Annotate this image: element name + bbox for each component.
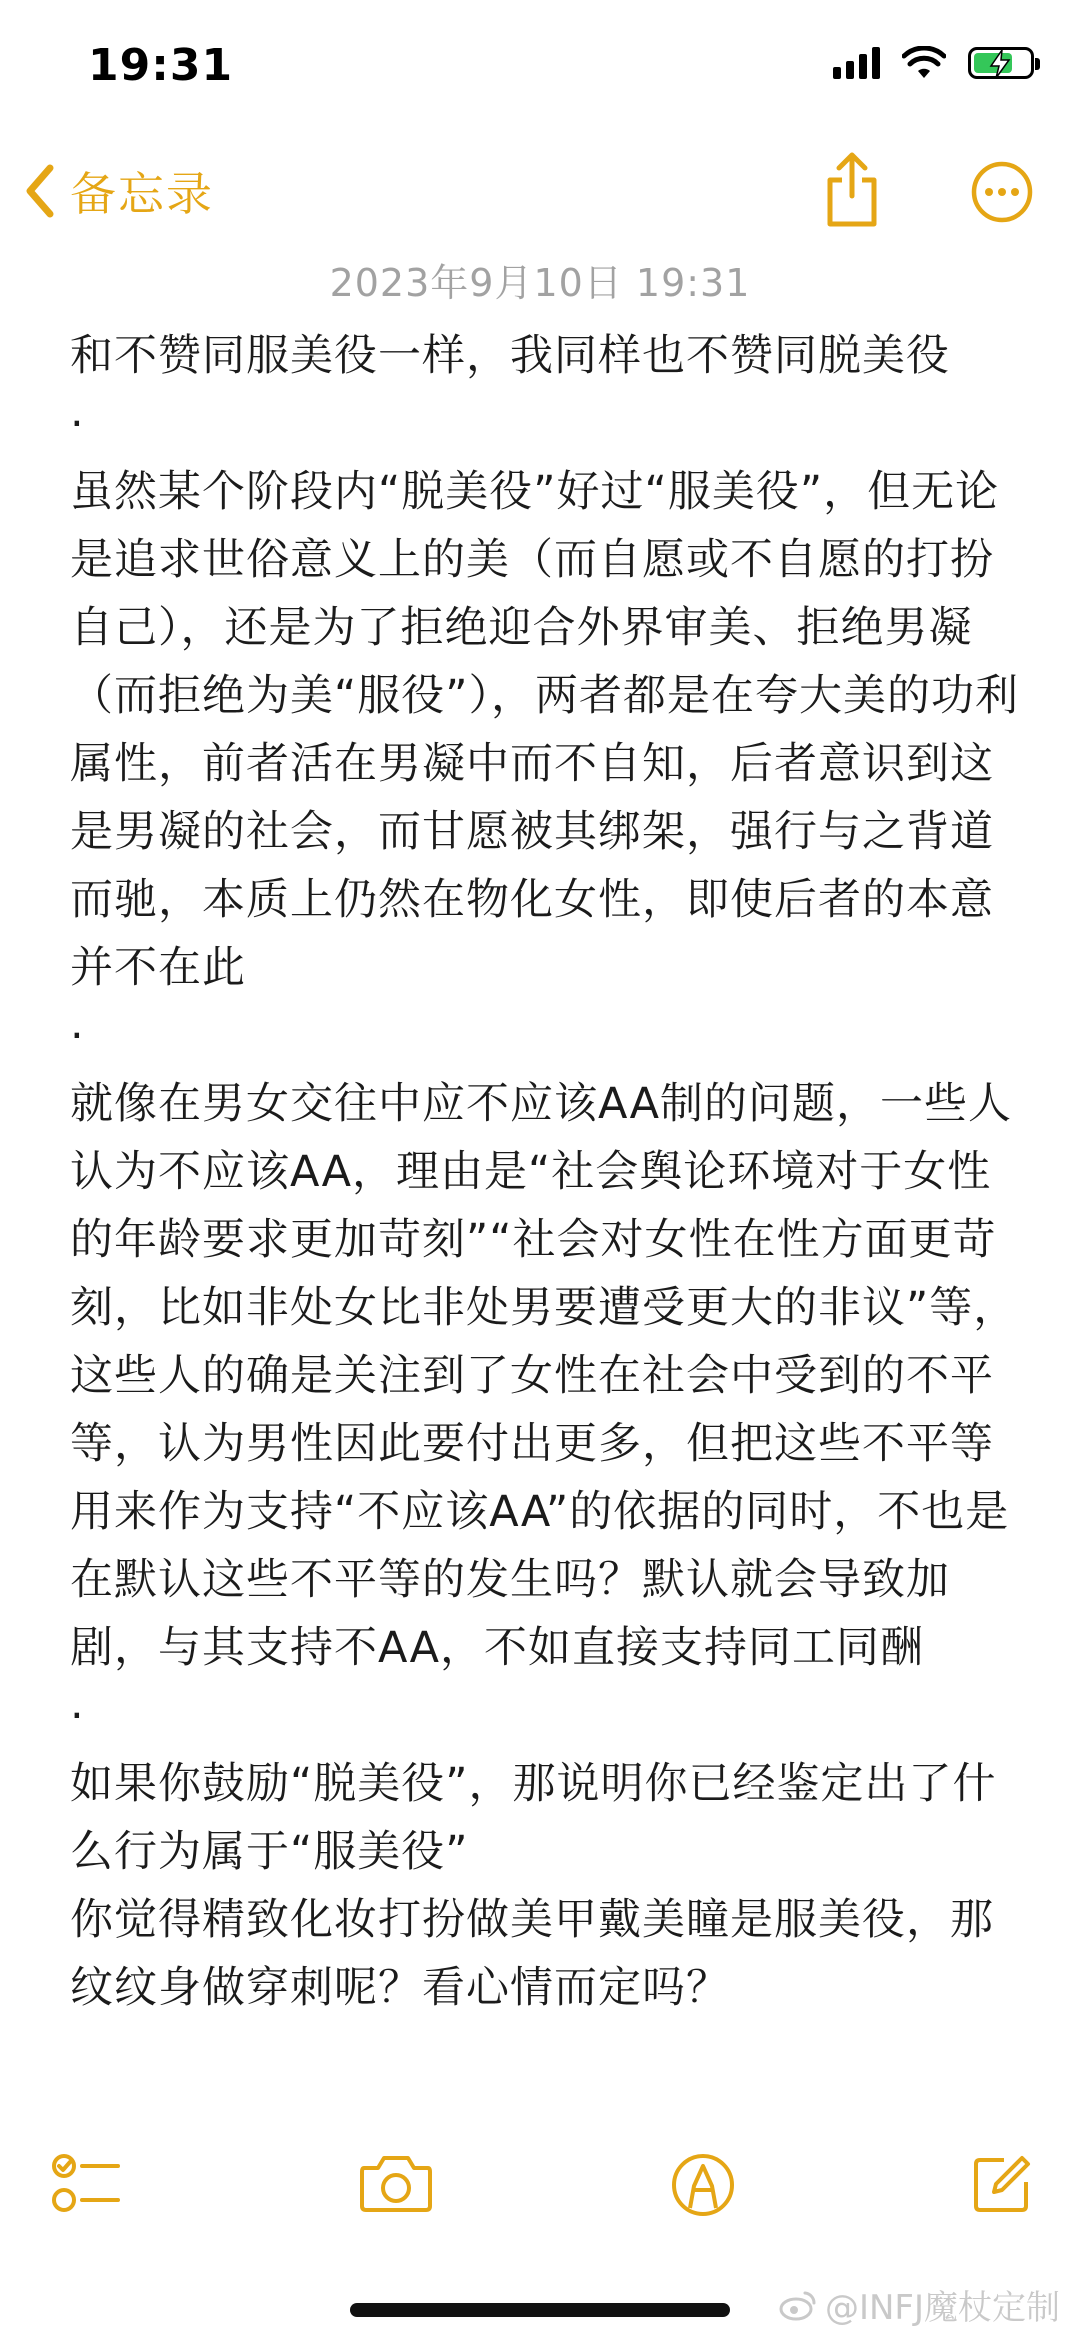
watermark (779, 2280, 1060, 2329)
compose-button[interactable] (970, 2152, 1034, 2220)
status-icons (833, 46, 1034, 80)
markup-button[interactable] (670, 2152, 736, 2222)
more-options-button[interactable] (970, 160, 1034, 224)
ellipsis-circle-icon (970, 160, 1034, 224)
navigation-bar (0, 150, 1080, 250)
watermark-text: @INFJ魔杖定制 (824, 2288, 1060, 2328)
checklist-icon (50, 2152, 122, 2216)
share-button[interactable] (822, 150, 882, 230)
back-button[interactable] (22, 158, 214, 224)
note-separator: · (70, 1691, 85, 1741)
note-paragraph: 你觉得精致化妆打扮做美甲戴美瞳是服美役，那纹纹身做穿刺呢？看心情而定吗？ (70, 1895, 994, 2013)
camera-icon (358, 2152, 434, 2214)
camera-button[interactable] (358, 2152, 434, 2218)
chevron-left-icon (22, 162, 56, 220)
weibo-logo-icon (779, 2289, 817, 2321)
back-label: 备忘录 (70, 167, 214, 221)
share-icon (822, 150, 882, 230)
bottom-toolbar (0, 2120, 1080, 2250)
markup-pen-icon (670, 2152, 736, 2218)
status-bar (0, 0, 1080, 140)
note-paragraph: 就像在男女交往中应不应该AA制的问题，一些人认为不应该AA，理由是“社会舆论环境对于女性的年龄要求更加苛刻”“社会对女性在性方面更苛刻，比如非处女比非处男要遭受更大的非议”等，这些人的确是关注到了女性在社会中受到的不平等，认为男性因此要付出更多，但把这些不平等用来作为支持“不应该AA”的依据的同时，不也是在默认这些不平等的发生吗？默认就会导致加剧，与其支持不AA，不如直接支持同工同酬 (70, 1079, 1018, 1673)
note-paragraph: 虽然某个阶段内“脱美役”好过“服美役”，但无论是追求世俗意义上的美（而自愿或不自愿的打扮自己），还是为了拒绝迎合外界审美、拒绝男凝（而拒绝为美“服役”），两者都是在夸大美的功利属性，前者活在男凝中而不自知，后者意识到这是男凝的社会，而甘愿被其绑架，强行与之背道而驰，本质上仍然在物化女性，即使后者的本意并不在此 (70, 467, 1020, 993)
note-paragraph: 和不赞同服美役一样，我同样也不赞同脱美役 (70, 331, 950, 381)
status-time: 19:31 (88, 40, 234, 91)
wifi-icon (902, 46, 946, 80)
compose-icon (970, 2152, 1034, 2216)
home-indicator[interactable] (350, 2303, 730, 2317)
note-separator: · (70, 399, 85, 449)
note-body[interactable] (70, 322, 1030, 2102)
cellular-signal-icon (833, 47, 880, 79)
note-separator: · (70, 1011, 85, 1061)
battery-icon (968, 47, 1034, 79)
checklist-button[interactable] (50, 2152, 122, 2220)
note-date: 2023年9月10日 19:31 (329, 261, 751, 305)
note-paragraph: 如果你鼓励“脱美役”，那说明你已经鉴定出了什么行为属于“服美役” (70, 1759, 997, 1877)
